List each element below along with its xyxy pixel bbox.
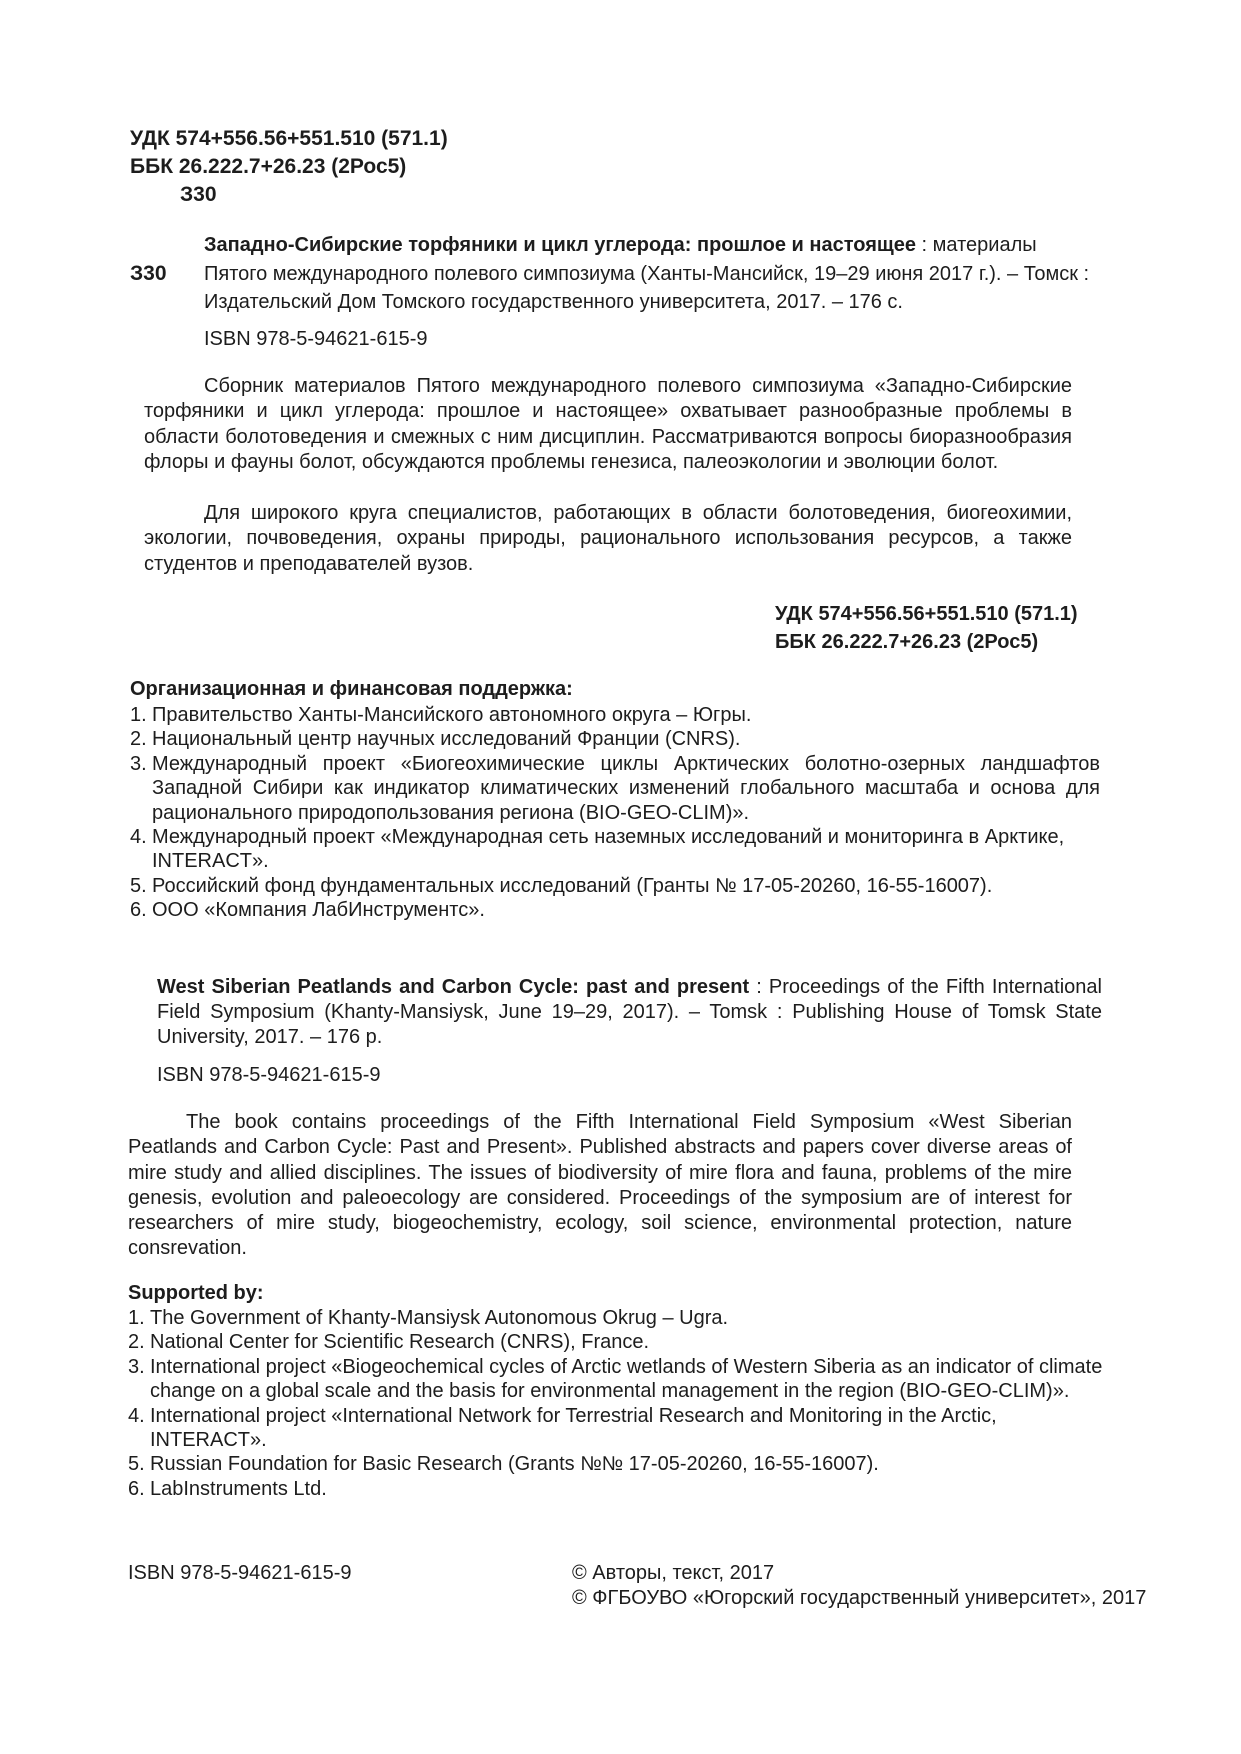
item-text: National Center for Scientific Research (CNRS), France. xyxy=(150,1331,650,1354)
header-udk: УДК 574+556.56+551.510 (571.1) xyxy=(130,127,448,150)
item-number: 4. xyxy=(130,826,147,849)
footer-copyright-authors: © Авторы, текст, 2017 xyxy=(572,1562,775,1584)
ru-abstract-p2-text: Для широкого круга специалистов, работающих в области болотоведения, биогеохимии, экологии, почвоведения, охраны природы, рационального использования ресурсов, а также студентов и преподавателей вузов. xyxy=(144,502,1072,575)
item-number: 4. xyxy=(128,1404,145,1427)
ru-abstract-p1 xyxy=(144,374,1072,475)
item-number: 6. xyxy=(130,899,147,922)
item-text: Международный проект «Биогеохимические циклы Арктических болотно-озерных ландшафтов Западной Сибири как индикатор климатических изменений глобального масштаба и основа для рационального природопользования региона (BIO-GEO-CLIM)». xyxy=(152,752,1100,824)
ru-abstract-p2 xyxy=(144,501,1072,577)
en-record xyxy=(157,975,1102,1050)
list-item xyxy=(130,703,1100,727)
en-support-list xyxy=(128,1306,1103,1501)
item-number: 5. xyxy=(128,1453,145,1476)
list-item xyxy=(128,1330,1103,1354)
ru-side-code: З30 xyxy=(130,262,167,285)
ru-abstract-p1-text: Сборник материалов Пятого международного полевого симпозиума «Западно-Сибирские торфяники и цикл углерода: прошлое и настоящее» охватывает разнообразные проблемы в области болотоведения и смежных с ним дисциплин. Рассматриваются вопросы биоразнообразия флоры и фауны болот, обсуждаются проблемы генезиса, палеоэкологии и эволюции болот. xyxy=(144,375,1072,473)
header-bbk: ББК 26.222.7+26.23 (2Рос5) xyxy=(130,155,407,178)
item-number: 6. xyxy=(128,1477,145,1500)
list-item xyxy=(128,1452,1103,1476)
ru-title-line xyxy=(204,233,1037,257)
item-text: LabInstruments Ltd. xyxy=(150,1477,327,1500)
list-item xyxy=(130,825,1100,874)
list-item xyxy=(128,1477,1103,1501)
ru-support-heading: Организационная и финансовая поддержка: xyxy=(130,678,573,700)
item-text: ООО «Компания ЛабИнструментс». xyxy=(152,899,485,922)
ru-record-line-2: Пятого международного полевого симпозиума (Ханты-Мансийск, 19–29 июня 2017 г.). – Томск : xyxy=(204,263,1090,285)
item-text: Russian Foundation for Basic Research (Grants №№ 17-05-20260, 16-55-16007). xyxy=(150,1453,879,1476)
list-item xyxy=(130,898,1100,922)
footer-copyright-university: © ФГБОУВО «Югорский государственный университет», 2017 xyxy=(572,1587,1147,1609)
item-text: Правительство Ханты-Мансийского автономного округа – Югры. xyxy=(152,704,752,726)
en-support-heading: Supported by: xyxy=(128,1282,264,1304)
item-text: The Government of Khanty-Mansiysk Autonomous Okrug – Ugra. xyxy=(150,1307,729,1329)
list-item xyxy=(130,727,1100,751)
item-number: 3. xyxy=(128,1355,145,1378)
ru-isbn: ISBN 978-5-94621-615-9 xyxy=(204,328,428,350)
en-abstract-p1 xyxy=(128,1110,1072,1262)
item-text: Международный проект «Международная сеть наземных исследований и мониторинга в Арктике, INTERACT». xyxy=(152,826,1065,873)
footer-isbn: ISBN 978-5-94621-615-9 xyxy=(128,1562,352,1584)
ru-record-line-3: Издательский Дом Томского государственного университета, 2017. – 176 с. xyxy=(204,291,903,313)
list-item xyxy=(130,752,1100,825)
list-item xyxy=(128,1404,1103,1453)
item-text: Российский фонд фундаментальных исследований (Гранты № 17-05-20260, 16-55-16007). xyxy=(152,874,993,897)
list-item xyxy=(128,1306,1103,1330)
en-title: West Siberian Peatlands and Carbon Cycle: past and present xyxy=(157,976,750,998)
class-bbk: ББК 26.222.7+26.23 (2Рос5) xyxy=(775,631,1039,653)
item-number: 1. xyxy=(130,704,147,726)
item-text: Национальный центр научных исследований Франции (CNRS). xyxy=(152,728,741,751)
item-number: 2. xyxy=(130,728,147,751)
en-abstract-p1-text: The book contains proceedings of the Fifth International Field Symposium «West Siberian Peatlands and Carbon Cycle: Past and Present». Published abstracts and papers cover diverse areas of mire study and allied disciplines. The issues of biodiversity of mire flora and fauna, problems of the mire genesis, evolution and paleoecology are considered. Proceedings of the symposium are of interest for researchers of mire study, biogeochemistry, ecology, soil science, environmental protection, nature consrevation. xyxy=(128,1111,1072,1260)
item-number: 3. xyxy=(130,752,147,775)
ru-title-rest: : материалы xyxy=(915,234,1037,256)
item-number: 5. xyxy=(130,874,147,897)
header-code: З30 xyxy=(180,183,217,206)
en-title-rest: : Proceedings of the Fifth International Field Symposium (Khanty-Mansiysk, June 19–29, 2017). – Tomsk : Publishing House of Tomsk State University, 2017. – 176 p. xyxy=(157,976,1102,1048)
item-text: International project «Biogeochemical cycles of Arctic wetlands of Western Siberia as an indicator of climate change on a global scale and the basis for environmental management in the region (BIO-GEO-CLIM)». xyxy=(150,1355,1103,1403)
list-item xyxy=(130,874,1100,898)
ru-support-list xyxy=(130,703,1100,923)
ru-title: Западно-Сибирские торфяники и цикл углерода: прошлое и настоящее xyxy=(204,234,916,256)
item-number: 2. xyxy=(128,1331,145,1354)
item-number: 1. xyxy=(128,1307,145,1329)
en-isbn: ISBN 978-5-94621-615-9 xyxy=(157,1064,381,1086)
list-item xyxy=(128,1355,1103,1404)
item-text: International project «International Network for Terrestrial Research and Monitoring in the Arctic, INTERACT». xyxy=(150,1404,997,1452)
class-udk: УДК 574+556.56+551.510 (571.1) xyxy=(775,603,1078,625)
